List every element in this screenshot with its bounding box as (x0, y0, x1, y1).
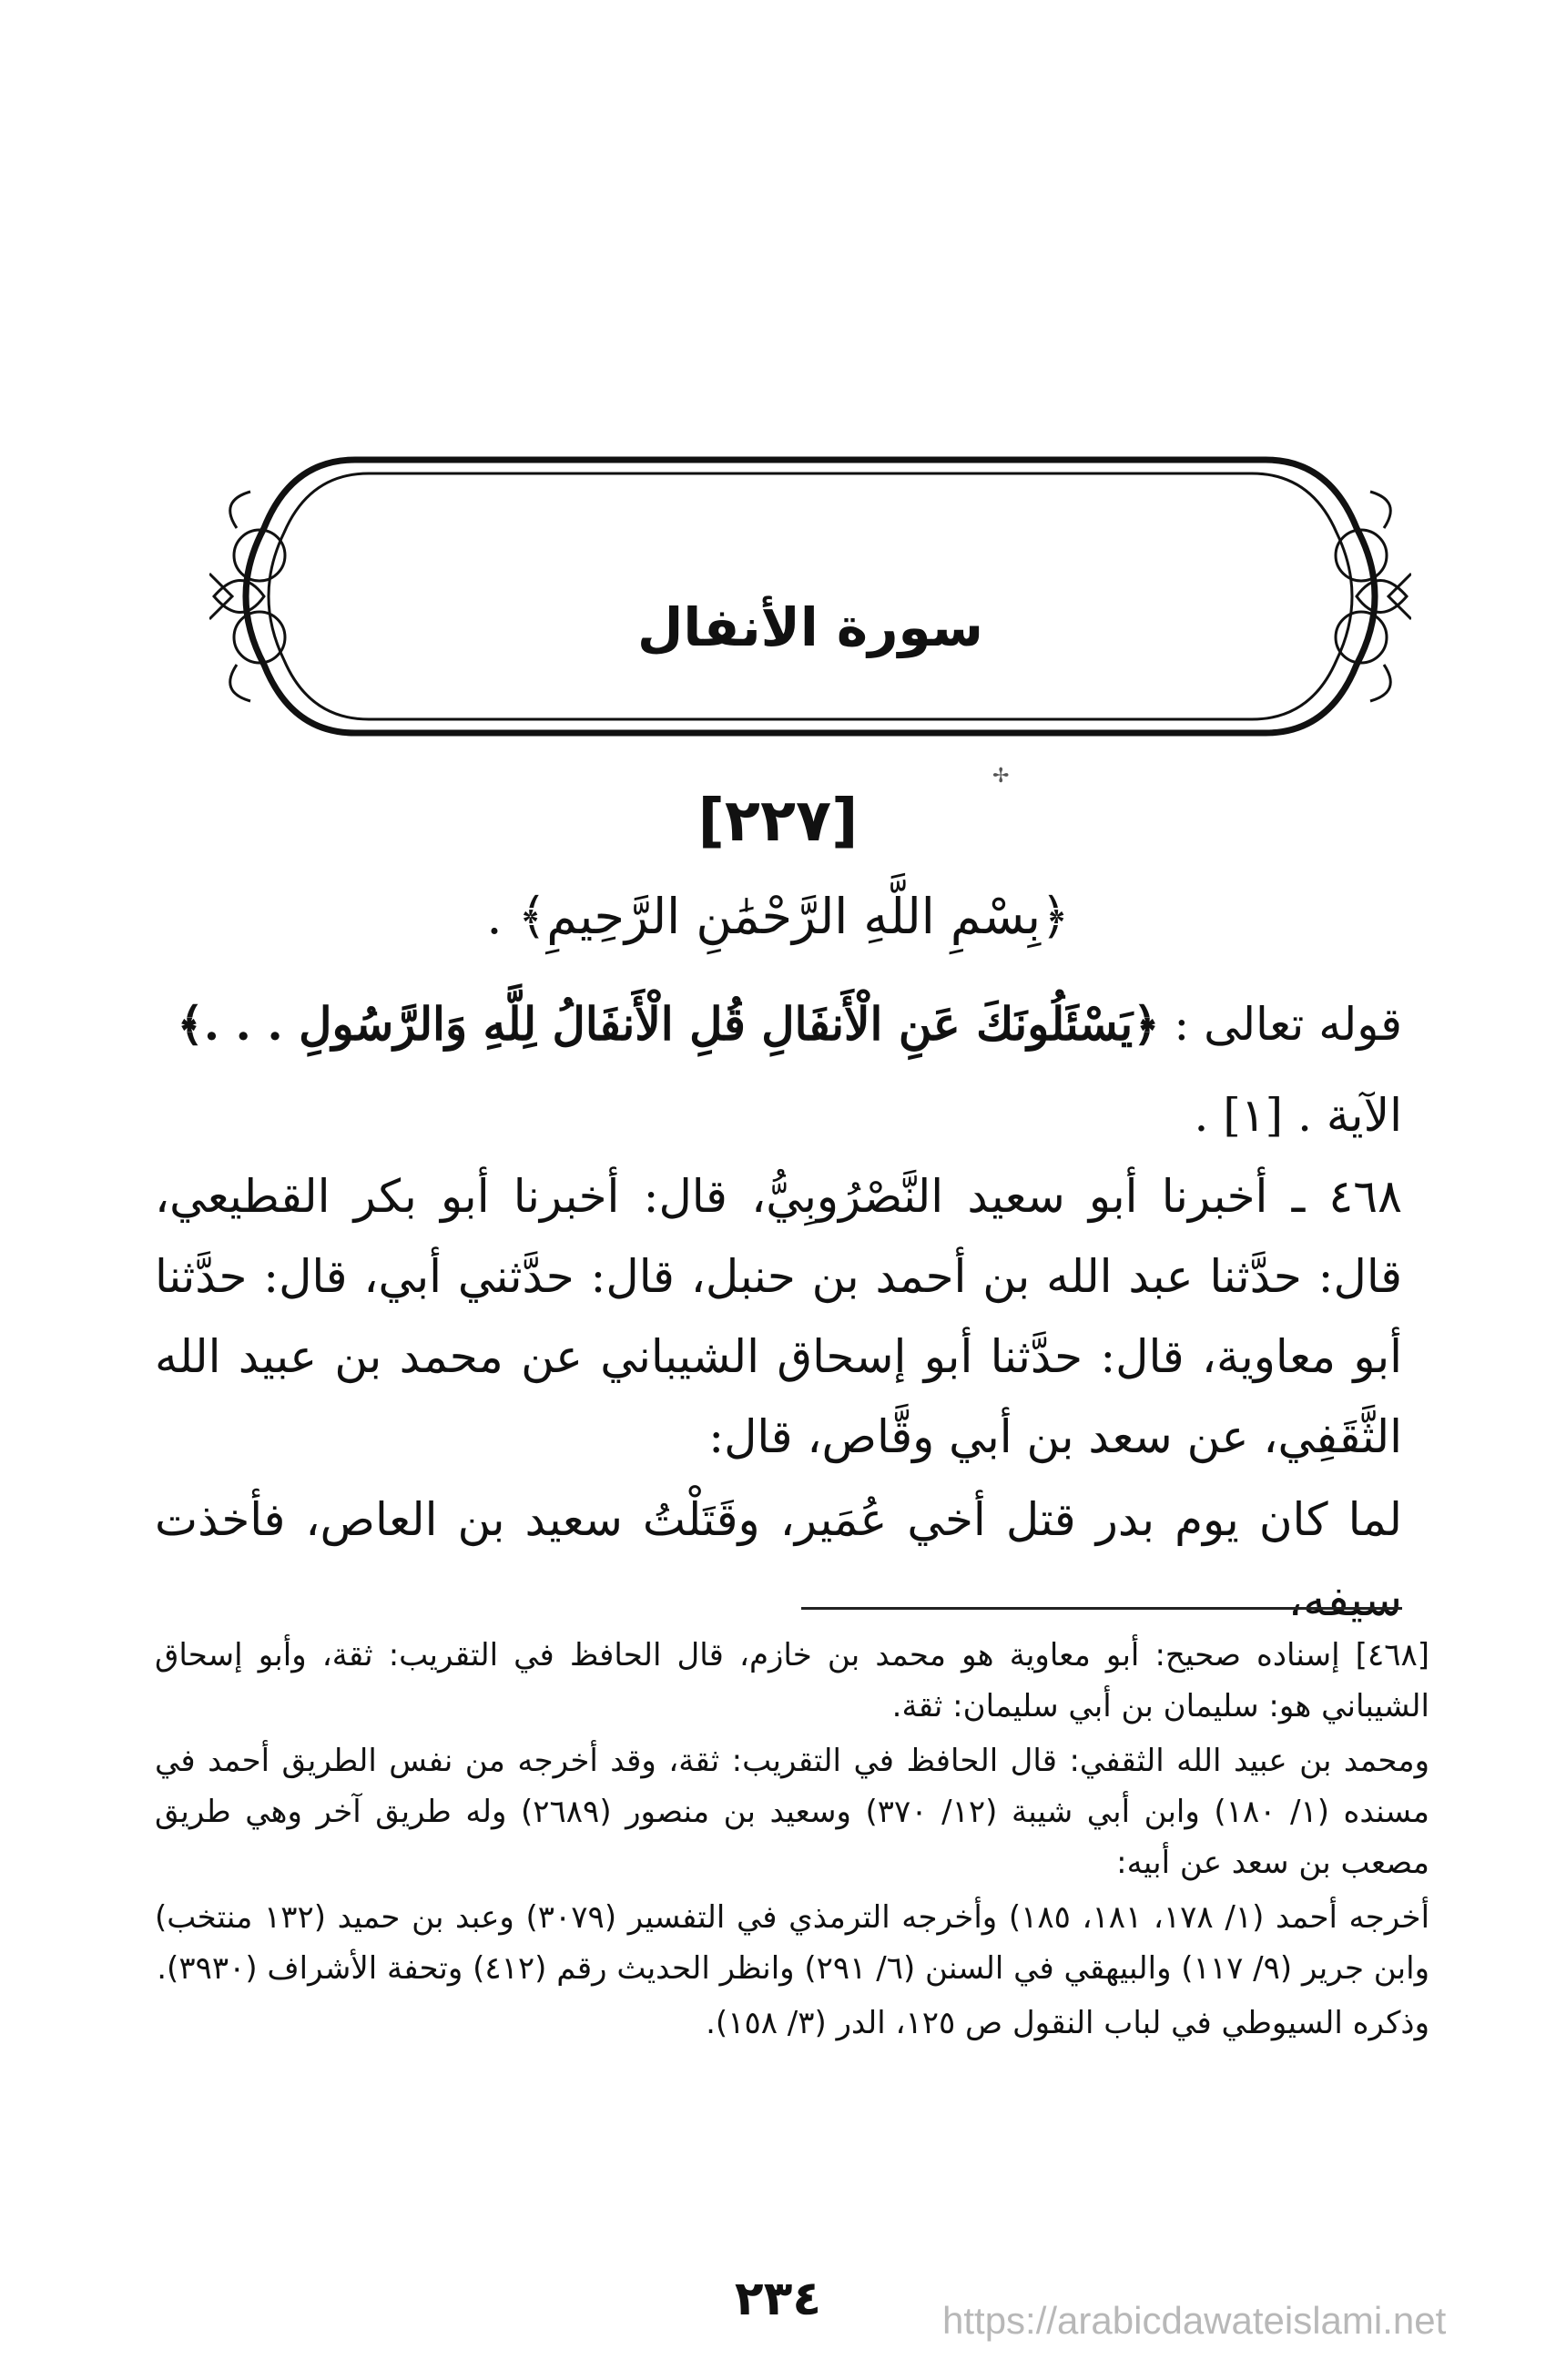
verse-intro (155, 979, 1402, 1161)
footnote-3: أخرجه أحمد (١/ ١٧٨، ١٨١، ١٨٥) وأخرجه الترمذي في التفسير (٣٠٧٩) وعبد بن حميد (١٣٢ منتخب) وابن جرير (٩/ ١١٧) والبيهقي في السنن (٦/ ٢٩١) وانظر الحديث رقم (٤١٢) وتحفة الأشراف (٣٩٣٠). (155, 1899, 1430, 1987)
footnote-4: وذكره السيوطي في لباب النقول ص ١٢٥، الدر (٣/ ١٥٨). (706, 2005, 1429, 2041)
page-number: ٢٣٤ (734, 2272, 822, 2326)
surah-header-frame (209, 446, 1411, 747)
hadith-text: ٤٦٨ ـ أخبرنا أبو سعيد النَّصْرُوبِيُّ، قال: أخبرنا أبو بكر القطيعي، قال: حدَّثنا عبد الله بن أحمد بن حنبل، قال: حدَّثني أبي، قال: حدَّثنا أبو معاوية، قال: حدَّثنا أبو إسحاق الشيباني عن محمد بن عبيد الله الثَّقَفِي، عن سعد بن أبي وقَّاص، قال: (155, 1170, 1402, 1463)
verse-tail: الآية . [١] . (1194, 1089, 1402, 1142)
watermark-url: https://arabicdawateislami.net (942, 2299, 1447, 2342)
verse-lead: قوله تعالى : (1174, 998, 1402, 1051)
footnote-2: ومحمد بن عبيد الله الثقفي: قال الحافظ في التقريب: ثقة، وقد أخرجه من نفس الطريق أحمد في مسنده (١/ ١٨٠) وابن أبي شيبة (١٢/ ٣٧٠) وسعيد بن منصور (٢٦٨٩) وله طريق آخر وهي طريق مصعب بن سعد عن أبيه: (155, 1743, 1429, 1881)
narration-text: لما كان يوم بدر قتل أخي عُمَير، وقَتَلْتُ سعيد بن العاص، فأخذت سيفه، (155, 1493, 1402, 1626)
footnotes (155, 1630, 1429, 2052)
section-number: [٢٢٧] (697, 788, 859, 855)
basmala: ﴿بِسْمِ اللَّهِ الرَّحْمَٰنِ الرَّحِيمِ﴾ . (486, 888, 1070, 945)
decorative-mark-icon: ✢ (992, 765, 1010, 788)
footnote-divider (801, 1607, 1402, 1610)
surah-title: سورة الأنفال (637, 596, 983, 658)
footnote-1: [٤٦٨] إسناده صحيح: أبو معاوية هو محمد بن خازم، قال الحافظ في التقريب: ثقة، وأبو إسحاق الشيباني هو: سليمان بن أبي سليمان: ثقة. (155, 1637, 1429, 1724)
quran-verse: ﴿يَسْئَلُونَكَ عَنِ الْأَنفَالِ قُلِ الْأَنفَالُ لِلَّهِ وَالرَّسُولِ . . .﴾ (177, 997, 1160, 1051)
